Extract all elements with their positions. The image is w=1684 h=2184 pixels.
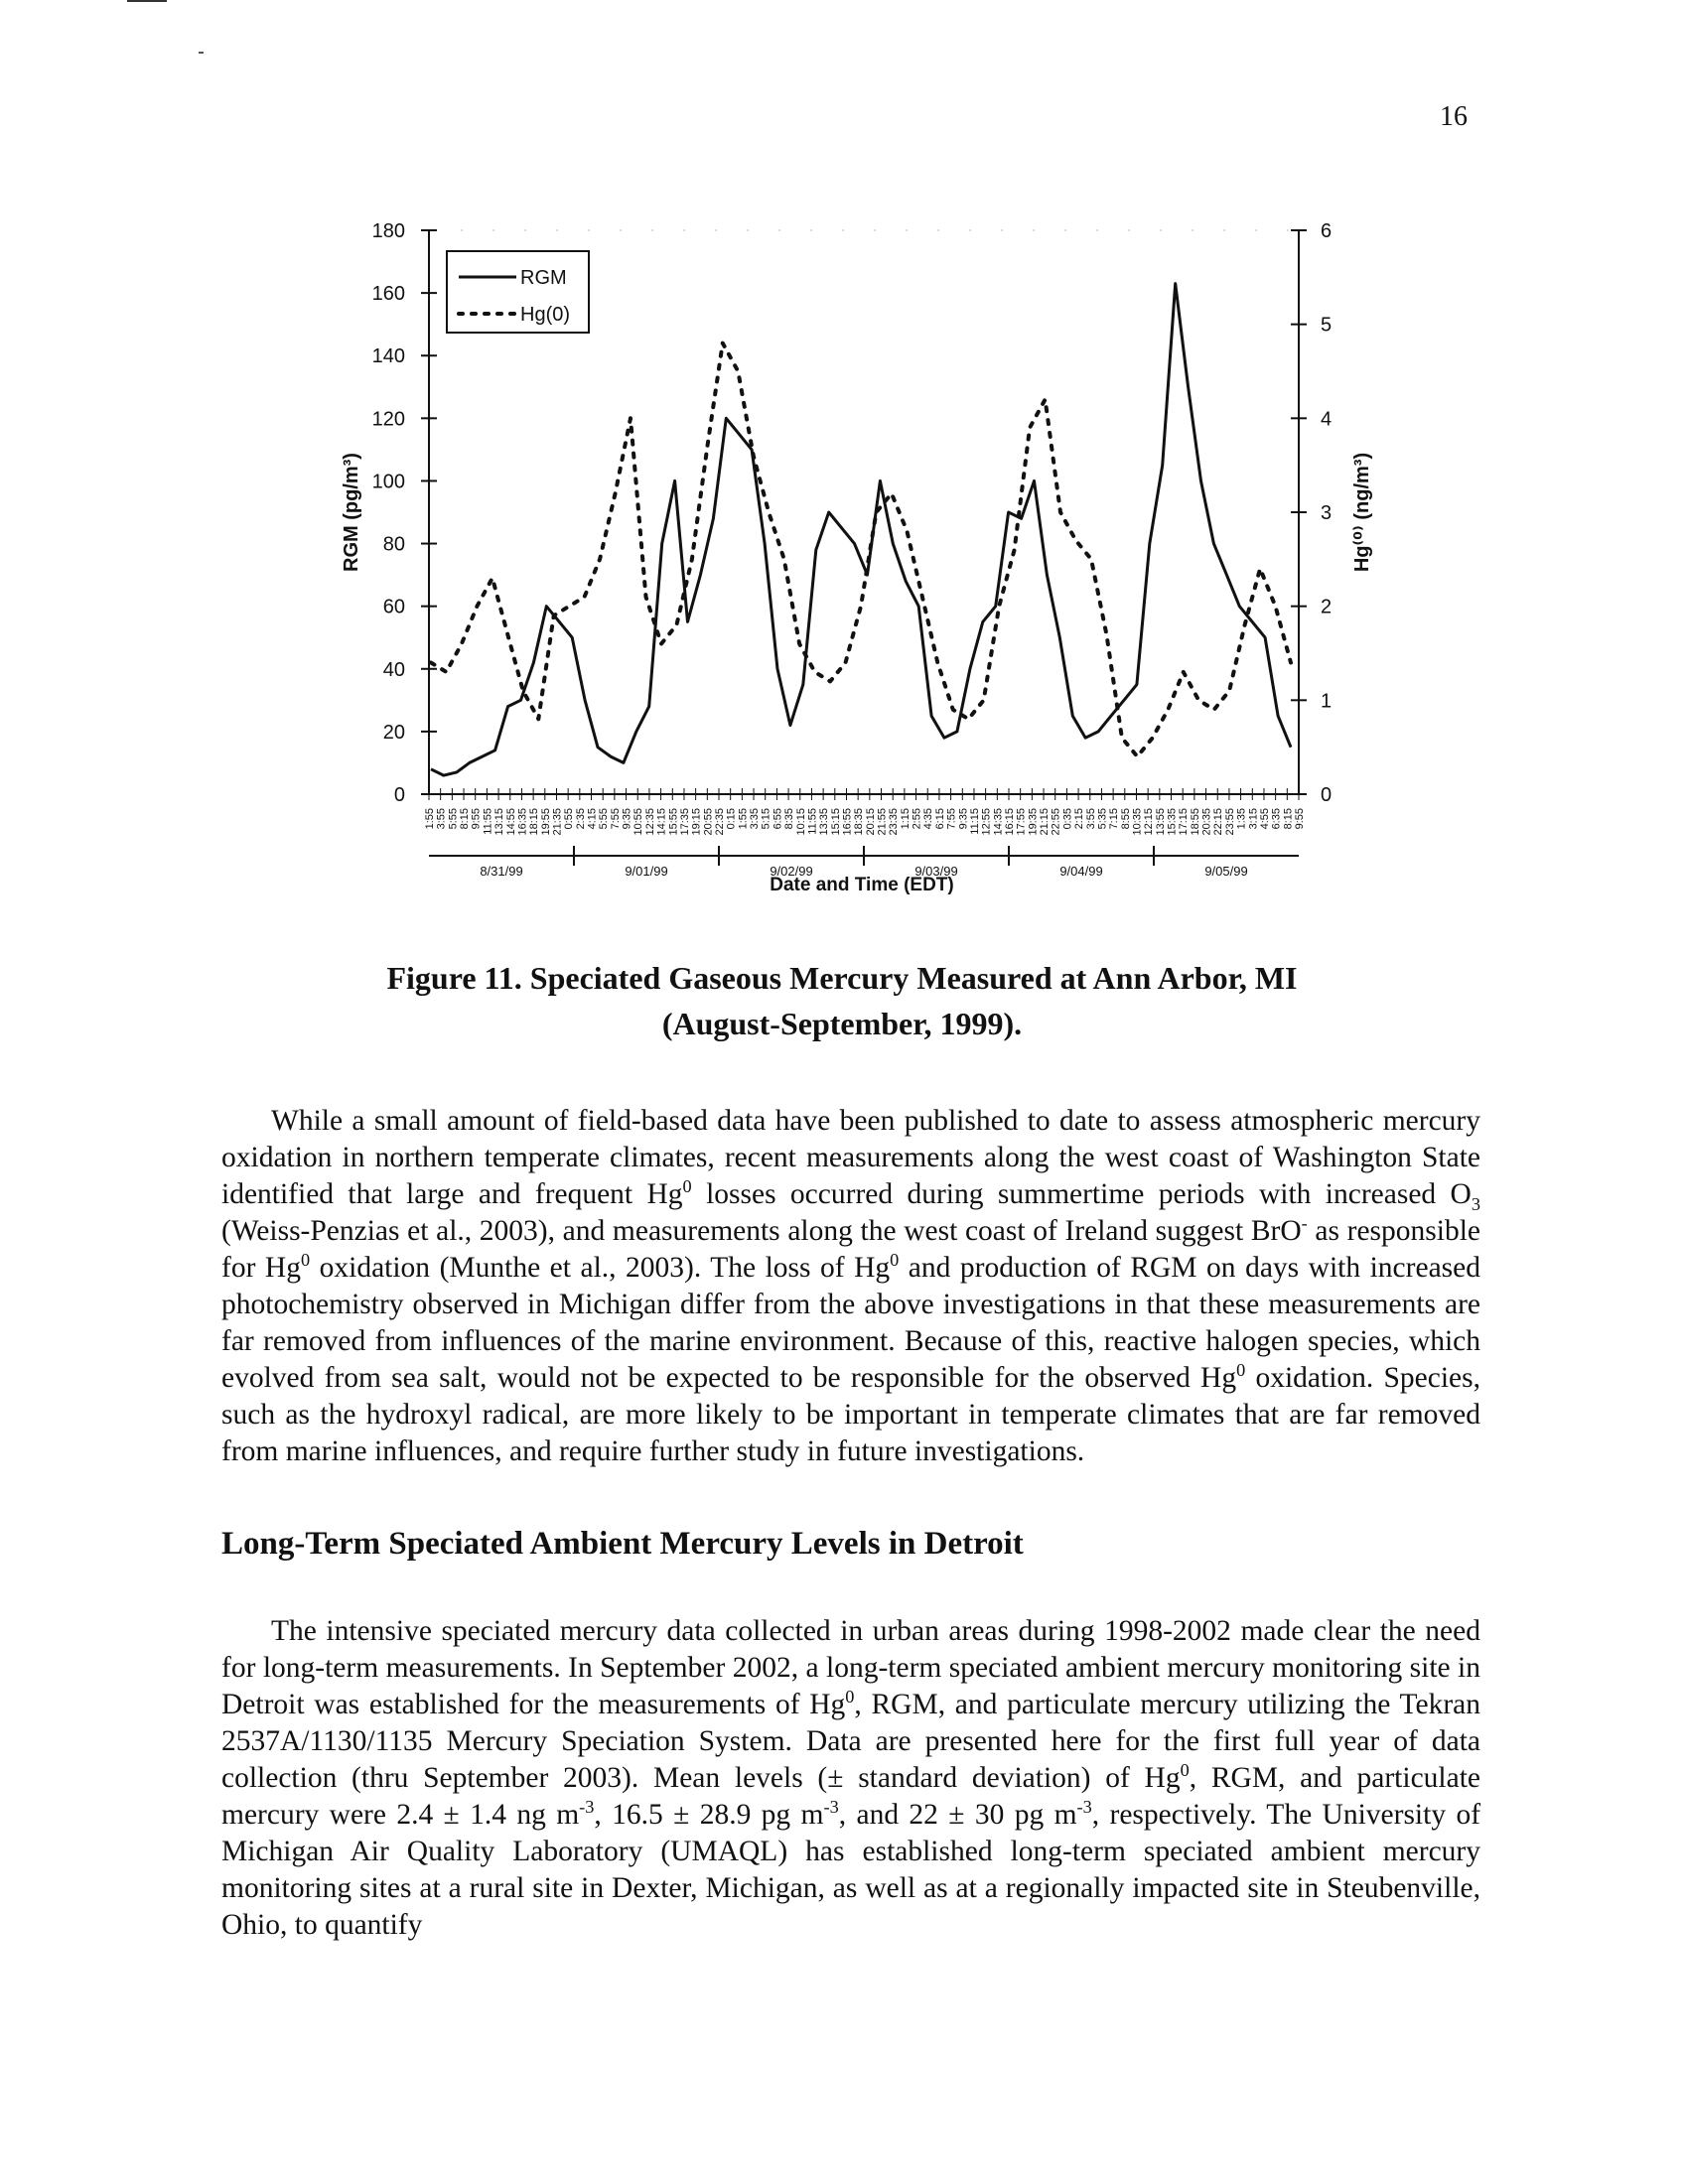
x-time-label: 1:15 (899, 808, 912, 830)
x-time-label: 11:15 (968, 808, 981, 835)
x-time-label: 19:15 (690, 808, 703, 836)
superscript: -3 (1076, 1797, 1092, 1818)
left-y-tick-label: 80 (382, 533, 405, 556)
x-time-label: 1:55 (737, 808, 750, 830)
x-time-label: 13:15 (493, 808, 506, 836)
right-y-tick-label: 5 (1321, 314, 1333, 337)
x-time-label: 21:55 (876, 808, 889, 836)
superscript: 0 (1236, 1360, 1246, 1381)
x-time-label: 22:35 (714, 808, 726, 836)
x-time-label: 23:55 (1223, 808, 1236, 836)
x-time-label: 17:35 (678, 808, 691, 836)
hg0-series-line (431, 343, 1291, 756)
chart-legend (447, 251, 589, 333)
x-time-label: 1:35 (1235, 808, 1248, 830)
x-date-label: 9/05/99 (1204, 864, 1248, 879)
x-time-label: 0:15 (725, 808, 738, 830)
x-time-label: 22:55 (1050, 808, 1062, 836)
superscript: -3 (579, 1797, 595, 1818)
superscript: -3 (823, 1797, 839, 1818)
caption-line-2: (August-September, 1999). (661, 1006, 1023, 1041)
paragraph-2 (221, 1613, 1480, 1944)
legend-hg0-label: Hg(0) (520, 304, 571, 326)
superscript: - (1301, 1213, 1308, 1234)
text-run: , RGM, and particulate mercury were 2.4 ± 1.4 ng m (221, 1762, 1480, 1831)
left-axis-title: RGM (pg/m³) (341, 453, 362, 572)
x-time-label: 16:35 (516, 808, 529, 836)
x-time-label: 23:35 (888, 808, 901, 836)
left-y-tick-label: 100 (371, 471, 405, 493)
rgm-series-line (431, 284, 1291, 775)
text-run: , respectively. The University of Michigan Air Quality Laboratory (UMAQL) has established long-term speciated ambient mercury monitoring sites at a rural site in Dexter, Michigan, as well as at a regionally impacted site in Steubenville, Ohio, to quantify (221, 1799, 1481, 1941)
x-time-label: 5:35 (1096, 808, 1109, 830)
x-time-label: 3:15 (1247, 808, 1260, 830)
x-time-label: 0:35 (1061, 808, 1074, 830)
x-time-label: 9:35 (957, 808, 970, 830)
text-run: , RGM, and particulate mercury utilizing the Tekran 2537A/1130/1135 Mercury Speciation System. Data are presented here for the first full year of data collection (thru September 2003). Mean levels (± standard deviation) of Hg (221, 1689, 1480, 1794)
x-time-label: 6:35 (1270, 808, 1283, 830)
text-run: , 16.5 ± 28.9 pg m (594, 1799, 824, 1831)
right-axis-title: Hg⁽⁰⁾ (ng/m³) (1351, 452, 1373, 573)
x-time-label: 5:15 (760, 808, 772, 830)
x-time-label: 15:35 (1166, 808, 1179, 836)
text-run: and production of RGM on days with increased photochemistry observed in Michigan differ from the above investigations in that these measurements are far removed from influences of the marine environment. Because of this, reactive halogen species, which evolved from sea salt, would not be expected to be responsible for the observed Hg (221, 1252, 1480, 1394)
text-run: as responsible for Hg (221, 1215, 1480, 1284)
left-y-tick-label: 180 (371, 220, 405, 242)
left-y-tick-label: 140 (371, 345, 405, 368)
x-time-label: 13:35 (818, 808, 831, 836)
superscript: 0 (300, 1250, 311, 1271)
x-time-label: 16:55 (841, 808, 854, 836)
left-y-tick-label: 160 (371, 283, 405, 306)
left-y-tick-label: 20 (382, 721, 405, 744)
text-run: losses occurred during summertime periods with increased O (691, 1178, 1472, 1210)
x-time-label: 9:55 (1294, 808, 1306, 830)
x-time-label: 4:35 (922, 808, 935, 830)
right-y-tick-label: 3 (1321, 502, 1333, 524)
x-date-label: 9/01/99 (625, 864, 668, 879)
x-time-label: 20:15 (864, 808, 877, 836)
text-run: oxidation (Munthe et al., 2003). The loss of Hg (310, 1252, 891, 1284)
section-heading: Long-Term Speciated Ambient Mercury Levels in Detroit (221, 1526, 1024, 1562)
right-y-tick-label: 4 (1321, 408, 1333, 431)
x-time-label: 4:55 (1258, 808, 1271, 830)
x-time-label: 5:55 (447, 808, 460, 830)
superscript: 0 (845, 1687, 855, 1707)
figure-caption (248, 955, 1436, 1046)
x-time-label: 9:55 (470, 808, 483, 830)
x-date-label: 9/03/99 (914, 864, 958, 879)
x-time-label: 10:15 (794, 808, 807, 836)
x-time-label: 8:35 (783, 808, 796, 830)
x-time-label: 8:15 (459, 808, 472, 830)
x-time-label: 12:35 (643, 808, 656, 836)
x-time-label: 18:15 (528, 808, 541, 836)
paragraph-1 (221, 1103, 1480, 1470)
text-run: The intensive speciated mercury data collected in urban areas during 1998-2002 made clear the need for long-term measurements. In September 2002, a long-term speciated ambient mercury monitoring site in Detroit was established for the measurements of Hg (221, 1615, 1480, 1720)
text-run: , and 22 ± 30 pg m (838, 1799, 1077, 1831)
caption-line-1: Figure 11. Speciated Gaseous Mercury Measured at Ann Arbor, MI (386, 960, 1298, 996)
x-time-label: 22:15 (1212, 808, 1225, 836)
x-time-label: 4:15 (586, 808, 599, 830)
x-time-label: 6:55 (772, 808, 784, 830)
x-date-label: 8/31/99 (480, 864, 523, 879)
x-time-label: 20:35 (1200, 808, 1213, 836)
x-time-label: 3:55 (1084, 808, 1097, 830)
x-time-label: 9:35 (621, 808, 633, 830)
subscript: 3 (1471, 1193, 1480, 1214)
x-time-label: 15:15 (829, 808, 842, 836)
x-time-label: 17:15 (1178, 808, 1191, 836)
x-time-label: 0:55 (563, 808, 576, 830)
x-time-label: 19:35 (1027, 808, 1040, 836)
x-time-label: 14:35 (992, 808, 1005, 836)
x-time-label: 7:55 (609, 808, 622, 830)
text-run: While a small amount of field-based data have been published to date to assess atmospheric mercury oxidation in northern temperate climates, recent measurements along the west coast of Washington State identified that large and frequent Hg (221, 1105, 1480, 1210)
x-time-label: 12:15 (1143, 808, 1156, 836)
left-y-tick-label: 60 (382, 596, 405, 618)
right-y-tick-label: 1 (1321, 690, 1333, 713)
x-time-label: 7:15 (1108, 808, 1121, 830)
x-time-label: 17:55 (1015, 808, 1028, 836)
x-time-label: 1:55 (424, 808, 436, 830)
x-time-label: 8:15 (1282, 808, 1295, 830)
superscript: 0 (682, 1176, 692, 1197)
x-time-label: 14:55 (504, 808, 517, 836)
x-date-label: 9/02/99 (770, 864, 813, 879)
x-time-label: 21:35 (551, 808, 564, 836)
x-time-label: 11:55 (482, 808, 494, 835)
left-y-tick-label: 120 (371, 408, 405, 431)
superscript: 0 (890, 1250, 900, 1271)
x-time-label: 13:55 (1154, 808, 1167, 836)
superscript: 0 (1180, 1760, 1190, 1781)
x-time-label: 10:55 (632, 808, 645, 836)
x-time-label: 12:55 (980, 808, 993, 836)
x-date-label: 9/04/99 (1059, 864, 1103, 879)
page-number: 16 (1440, 101, 1468, 132)
x-time-label: 6:15 (933, 808, 946, 830)
right-y-tick-label: 0 (1321, 784, 1333, 806)
x-time-label: 2:15 (1073, 808, 1086, 830)
x-time-label: 8:55 (1119, 808, 1132, 830)
legend-rgm-label: RGM (520, 267, 567, 289)
x-time-label: 3:35 (749, 808, 762, 830)
x-time-label: 18:35 (853, 808, 866, 836)
x-time-label: 7:55 (945, 808, 958, 830)
x-time-label: 3:55 (435, 808, 448, 830)
right-y-tick-label: 2 (1321, 596, 1333, 618)
right-y-tick-label: 6 (1321, 220, 1333, 242)
figure-11-chart (0, 0, 1684, 933)
x-time-label: 11:55 (806, 808, 819, 835)
x-time-label: 5:55 (598, 808, 611, 830)
left-y-tick-label: 0 (393, 784, 405, 806)
x-time-label: 18:55 (1189, 808, 1201, 836)
x-time-label: 19:55 (539, 808, 552, 836)
text-run: (Weiss-Penzias et al., 2003), and measurements along the west coast of Ireland suggest BrO (221, 1215, 1302, 1247)
x-time-label: 21:15 (1039, 808, 1052, 836)
x-time-label: 15:55 (667, 808, 680, 836)
x-time-label: 20:55 (702, 808, 715, 836)
chart-series (431, 284, 1291, 775)
x-time-label: 2:55 (911, 808, 923, 830)
x-axis-title: Date and Time (EDT) (770, 875, 954, 895)
text-run: oxidation. Species, such as the hydroxyl radical, are more likely to be important in temperate climates that are far removed from marine influences, and require further study in future investigations. (221, 1362, 1481, 1467)
x-time-label: 10:35 (1131, 808, 1144, 836)
left-y-tick-label: 40 (382, 658, 405, 681)
x-time-label: 16:15 (1004, 808, 1016, 836)
x-time-label: 14:15 (655, 808, 668, 836)
x-time-label: 2:35 (574, 808, 587, 830)
